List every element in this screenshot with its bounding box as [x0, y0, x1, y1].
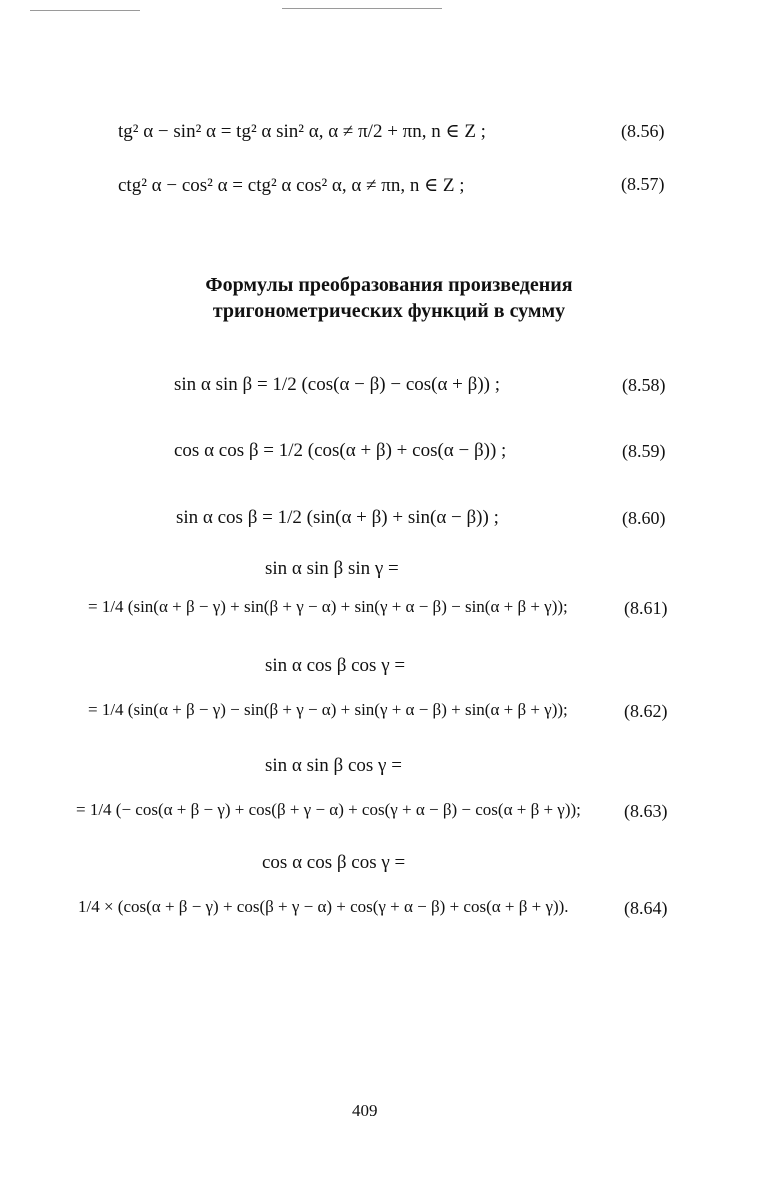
formula-8-62: = 1/4 (sin(α + β − γ) − sin(β + γ − α) + sin(γ + α − β) + sin(α + β + γ)); — [88, 700, 568, 719]
equation-number-8-56: (8.56) — [621, 121, 665, 141]
formula-number-8-64: (8.64) — [624, 898, 668, 918]
formula-number-8-63: (8.63) — [624, 801, 668, 821]
formula-8-64-lhs: cos α cos β cos γ = — [262, 852, 406, 873]
section-title-line2: тригонометрических функций в сумму — [212, 300, 566, 322]
scan-artifact-right — [282, 8, 442, 9]
formula-number-8-58: (8.58) — [622, 375, 666, 395]
formula-8-61: = 1/4 (sin(α + β − γ) + sin(β + γ − α) + sin(γ + α − β) − sin(α + β + γ)); — [88, 597, 568, 616]
formula-8-62-lhs: sin α cos β cos γ = — [265, 655, 406, 676]
formula-8-60: sin α cos β = 1/2 (sin(α + β) + sin(α − β)) ; — [176, 507, 499, 528]
formula-number-8-61: (8.61) — [624, 598, 668, 618]
equation-8-57: ctg² α − cos² α = ctg² α cos² α, α ≠ πn, n ∈ Z ; — [118, 175, 465, 196]
formula-number-8-60: (8.60) — [622, 508, 666, 528]
page-number: 409 — [352, 1101, 378, 1120]
formula-8-58: sin α sin β = 1/2 (cos(α − β) − cos(α + β)) ; — [174, 374, 500, 395]
formula-8-59: cos α cos β = 1/2 (cos(α + β) + cos(α − β)) ; — [174, 440, 507, 461]
formula-number-8-62: (8.62) — [624, 701, 668, 721]
formula-number-8-59: (8.59) — [622, 441, 666, 461]
formula-8-63: = 1/4 (− cos(α + β − γ) + cos(β + γ − α) + cos(γ + α − β) − cos(α + β + γ)); — [76, 800, 581, 819]
formula-8-61-lhs: sin α sin β sin γ = — [265, 558, 399, 579]
section-title-line1: Формулы преобразования произведения — [205, 274, 573, 296]
formula-8-63-lhs: sin α sin β cos γ = — [265, 755, 402, 776]
scan-artifact-left — [30, 10, 140, 11]
equation-8-56: tg² α − sin² α = tg² α sin² α, α ≠ π/2 + πn, n ∈ Z ; — [118, 121, 486, 142]
equation-number-8-57: (8.57) — [621, 174, 665, 194]
formula-8-64: 1/4 × (cos(α + β − γ) + cos(β + γ − α) + cos(γ + α − β) + cos(α + β + γ)). — [78, 897, 569, 916]
